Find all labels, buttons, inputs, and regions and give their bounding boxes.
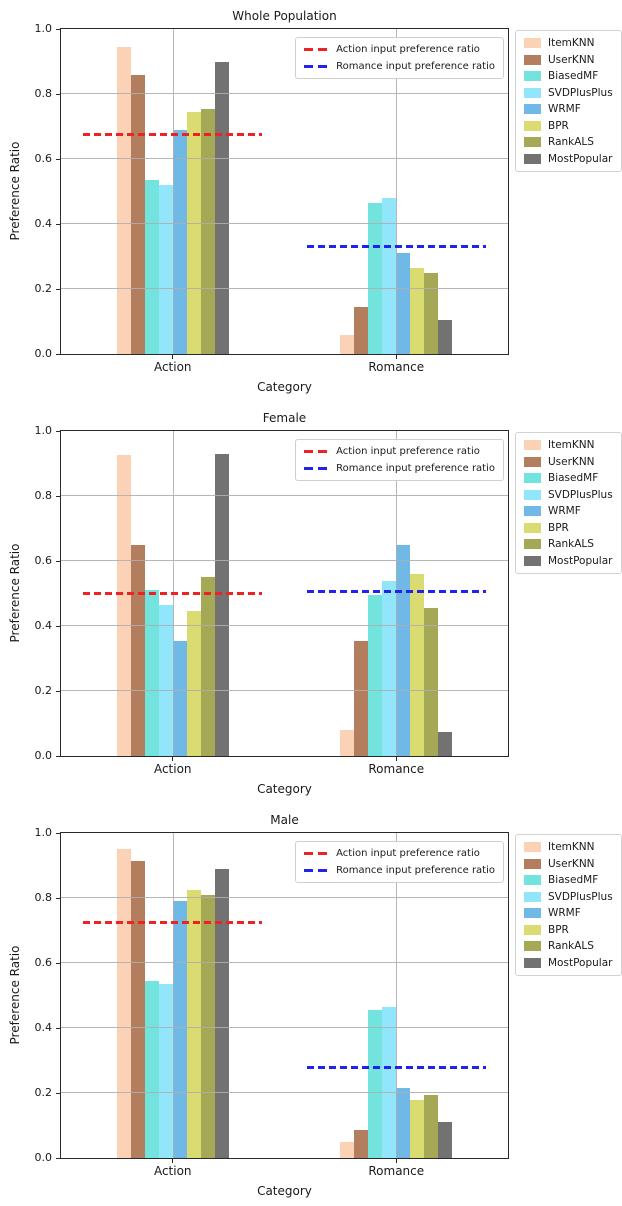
chart-male — [0, 804, 622, 1206]
plot-area — [60, 832, 509, 1159]
wrmf-swatch-icon — [524, 506, 541, 516]
action-ref-line — [83, 133, 262, 136]
x-tick-label: Action — [153, 762, 192, 776]
y-gridline — [61, 158, 508, 159]
x-tick-label: Romance — [368, 762, 425, 776]
chart-female — [0, 402, 622, 804]
y-tick-mark — [56, 29, 60, 30]
bar-bpr-romance — [410, 268, 424, 354]
x-tick-label: Action — [153, 1164, 192, 1178]
y-tick-label: 0.0 — [34, 749, 52, 762]
legend-item — [524, 153, 613, 165]
series-legend — [515, 834, 622, 976]
biasedmf-swatch-icon — [524, 473, 541, 483]
y-gridline — [61, 93, 508, 94]
y-gridline — [61, 1027, 508, 1028]
bar-biasedmf-romance — [368, 595, 382, 756]
legend-item — [524, 54, 613, 66]
legend-item — [304, 61, 495, 72]
y-axis-label: Preference Ratio — [8, 141, 22, 241]
legend-item — [524, 891, 613, 903]
x-gridline — [173, 833, 174, 1158]
y-tick-label: 0.8 — [34, 891, 52, 904]
bar-svdplusplus-action — [159, 605, 173, 756]
y-tick-label: 0.6 — [34, 956, 52, 969]
x-tick-mark — [172, 355, 173, 359]
legend-label: SVDPlusPlus — [548, 890, 613, 903]
legend-item — [524, 874, 613, 886]
bar-userknn-action — [131, 545, 145, 756]
legend-item — [524, 439, 613, 451]
series-legend — [515, 30, 622, 172]
romance-dashed-line-icon — [304, 467, 329, 470]
bar-svdplusplus-romance — [382, 581, 396, 757]
legend-item — [304, 865, 495, 876]
romance-dashed-line-icon — [304, 65, 329, 68]
y-tick-mark — [56, 756, 60, 757]
y-tick-label: 0.6 — [34, 554, 52, 567]
x-axis-label: Category — [257, 1184, 312, 1198]
y-gridline — [61, 625, 508, 626]
romance-ref-line — [307, 245, 486, 248]
y-tick-mark — [56, 626, 60, 627]
bpr-swatch-icon — [524, 121, 541, 131]
legend-item — [304, 44, 495, 55]
y-tick-mark — [56, 561, 60, 562]
legend-label: Action input preference ratio — [336, 44, 480, 55]
bar-bpr-action — [187, 890, 201, 1158]
legend-label: BiasedMF — [548, 874, 599, 886]
legend-item — [524, 136, 613, 148]
bar-rankals-romance — [424, 608, 438, 756]
y-gridline — [61, 962, 508, 963]
action-dashed-line-icon — [304, 450, 329, 453]
legend-label: ItemKNN — [548, 841, 595, 853]
legend-item — [524, 957, 613, 969]
wrmf-swatch-icon — [524, 908, 541, 918]
x-tick-label: Action — [153, 360, 192, 374]
rankals-swatch-icon — [524, 137, 541, 147]
legend-label: BiasedMF — [548, 472, 599, 484]
bar-svdplusplus-action — [159, 984, 173, 1158]
legend-item — [524, 87, 613, 99]
y-tick-mark — [56, 898, 60, 899]
legend-label: WRMF — [548, 907, 581, 919]
legend-item — [524, 505, 613, 517]
bar-userknn-romance — [354, 641, 368, 756]
bar-rankals-action — [201, 577, 215, 756]
bar-userknn-romance — [354, 1130, 368, 1158]
bar-itemknn-romance — [340, 730, 354, 756]
legend-item — [524, 70, 613, 82]
romance-ref-line — [307, 1066, 486, 1069]
svdplusplus-swatch-icon — [524, 88, 541, 98]
svdplusplus-swatch-icon — [524, 892, 541, 902]
bar-itemknn-action — [117, 455, 131, 756]
chart-title: Female — [262, 411, 307, 425]
action-ref-line — [83, 921, 262, 924]
userknn-swatch-icon — [524, 457, 541, 467]
y-tick-mark — [56, 833, 60, 834]
mostpopular-swatch-icon — [524, 556, 541, 566]
bar-wrmf-romance — [396, 253, 410, 354]
bar-wrmf-action — [173, 130, 187, 354]
legend-item — [524, 555, 613, 567]
bar-wrmf-action — [173, 641, 187, 756]
bpr-swatch-icon — [524, 925, 541, 935]
bar-wrmf-romance — [396, 1088, 410, 1158]
y-gridline — [61, 897, 508, 898]
y-tick-mark — [56, 691, 60, 692]
legend-item — [524, 120, 613, 132]
legend-label: RankALS — [548, 136, 594, 148]
y-gridline — [61, 560, 508, 561]
bar-mostpopular-action — [215, 62, 229, 355]
bar-mostpopular-action — [215, 454, 229, 756]
bar-userknn-romance — [354, 307, 368, 354]
legend-item — [524, 522, 613, 534]
bpr-swatch-icon — [524, 523, 541, 533]
legend-item — [524, 472, 613, 484]
bar-mostpopular-romance — [438, 320, 452, 354]
legend-label: MostPopular — [548, 956, 613, 969]
action-dashed-line-icon — [304, 48, 329, 51]
y-tick-label: 0.2 — [34, 684, 52, 697]
bar-svdplusplus-action — [159, 185, 173, 354]
y-gridline — [61, 288, 508, 289]
legend-item — [524, 858, 613, 870]
action-ref-line — [83, 592, 262, 595]
y-tick-label: 0.0 — [34, 1151, 52, 1164]
x-axis-label: Category — [257, 380, 312, 394]
y-tick-mark — [56, 963, 60, 964]
biasedmf-swatch-icon — [524, 875, 541, 885]
bar-biasedmf-romance — [368, 203, 382, 354]
y-tick-label: 1.0 — [34, 424, 52, 437]
bar-itemknn-romance — [340, 1142, 354, 1158]
mostpopular-swatch-icon — [524, 958, 541, 968]
x-tick-mark — [396, 757, 397, 761]
bar-rankals-romance — [424, 1095, 438, 1158]
y-tick-mark — [56, 159, 60, 160]
chart-title: Whole Population — [232, 9, 337, 23]
y-tick-label: 0.2 — [34, 1086, 52, 1099]
y-tick-mark — [56, 1093, 60, 1094]
y-axis-label: Preference Ratio — [8, 945, 22, 1045]
plot-area — [60, 28, 509, 355]
legend-label: SVDPlusPlus — [548, 488, 613, 501]
chart-title: Male — [270, 813, 299, 827]
bar-biasedmf-romance — [368, 1010, 382, 1158]
legend-label: ItemKNN — [548, 439, 595, 451]
y-tick-mark — [56, 431, 60, 432]
y-tick-label: 0.8 — [34, 87, 52, 100]
y-gridline — [61, 495, 508, 496]
y-tick-label: 0.6 — [34, 152, 52, 165]
action-dashed-line-icon — [304, 852, 329, 855]
y-gridline — [61, 223, 508, 224]
legend-label: RankALS — [548, 538, 594, 550]
y-tick-label: 0.2 — [34, 282, 52, 295]
legend-item — [524, 924, 613, 936]
bar-userknn-action — [131, 75, 145, 355]
itemknn-swatch-icon — [524, 38, 541, 48]
y-tick-mark — [56, 94, 60, 95]
bar-biasedmf-action — [145, 180, 159, 354]
legend-label: WRMF — [548, 103, 581, 115]
bar-rankals-action — [201, 109, 215, 354]
y-tick-label: 1.0 — [34, 22, 52, 35]
bar-userknn-action — [131, 861, 145, 1158]
userknn-swatch-icon — [524, 55, 541, 65]
legend-label: MostPopular — [548, 554, 613, 567]
x-tick-mark — [172, 1159, 173, 1163]
romance-dashed-line-icon — [304, 869, 329, 872]
wrmf-swatch-icon — [524, 104, 541, 114]
bar-wrmf-action — [173, 901, 187, 1158]
ref-line-legend — [295, 439, 504, 481]
y-tick-mark — [56, 289, 60, 290]
userknn-swatch-icon — [524, 859, 541, 869]
legend-item — [304, 463, 495, 474]
bar-mostpopular-romance — [438, 1122, 452, 1158]
legend-item — [524, 538, 613, 550]
x-tick-mark — [172, 757, 173, 761]
legend-label: Romance input preference ratio — [336, 865, 495, 876]
y-tick-label: 0.4 — [34, 619, 52, 632]
y-tick-label: 1.0 — [34, 826, 52, 839]
legend-item — [304, 848, 495, 859]
y-gridline — [61, 690, 508, 691]
x-tick-label: Romance — [368, 1164, 425, 1178]
bar-mostpopular-romance — [438, 732, 452, 756]
bar-bpr-romance — [410, 1100, 424, 1159]
plot-area — [60, 430, 509, 757]
romance-ref-line — [307, 590, 486, 593]
itemknn-swatch-icon — [524, 842, 541, 852]
biasedmf-swatch-icon — [524, 71, 541, 81]
ref-line-legend — [295, 841, 504, 883]
legend-item — [524, 841, 613, 853]
x-tick-mark — [396, 1159, 397, 1163]
legend-item — [524, 940, 613, 952]
x-gridline — [173, 29, 174, 354]
y-tick-label: 0.0 — [34, 347, 52, 360]
legend-label: BPR — [548, 521, 569, 534]
legend-label: ItemKNN — [548, 37, 595, 49]
itemknn-swatch-icon — [524, 440, 541, 450]
bar-biasedmf-action — [145, 981, 159, 1158]
mostpopular-swatch-icon — [524, 154, 541, 164]
legend-label: BiasedMF — [548, 70, 599, 82]
y-tick-label: 0.4 — [34, 217, 52, 230]
x-axis-label: Category — [257, 782, 312, 796]
chart-whole-population — [0, 0, 622, 402]
bar-wrmf-romance — [396, 545, 410, 756]
legend-label: Action input preference ratio — [336, 446, 480, 457]
y-tick-mark — [56, 1158, 60, 1159]
legend-label: BPR — [548, 923, 569, 936]
legend-label: UserKNN — [548, 857, 595, 870]
legend-item — [524, 907, 613, 919]
y-tick-label: 0.4 — [34, 1021, 52, 1034]
legend-item — [524, 489, 613, 501]
rankals-swatch-icon — [524, 539, 541, 549]
bar-rankals-romance — [424, 273, 438, 354]
legend-label: MostPopular — [548, 152, 613, 165]
y-axis-label: Preference Ratio — [8, 543, 22, 643]
svdplusplus-swatch-icon — [524, 490, 541, 500]
y-tick-mark — [56, 224, 60, 225]
y-tick-mark — [56, 354, 60, 355]
legend-label: Romance input preference ratio — [336, 463, 495, 474]
x-tick-mark — [396, 355, 397, 359]
legend-label: RankALS — [548, 940, 594, 952]
bar-svdplusplus-romance — [382, 198, 396, 354]
bar-bpr-romance — [410, 574, 424, 756]
bar-bpr-action — [187, 611, 201, 756]
legend-label: Romance input preference ratio — [336, 61, 495, 72]
legend-item — [524, 456, 613, 468]
bar-mostpopular-action — [215, 869, 229, 1158]
bar-bpr-action — [187, 112, 201, 354]
y-tick-label: 0.8 — [34, 489, 52, 502]
legend-label: UserKNN — [548, 53, 595, 66]
legend-label: SVDPlusPlus — [548, 86, 613, 99]
bar-svdplusplus-romance — [382, 1007, 396, 1158]
y-tick-mark — [56, 496, 60, 497]
bar-itemknn-action — [117, 849, 131, 1158]
series-legend — [515, 432, 622, 574]
y-tick-mark — [56, 1028, 60, 1029]
legend-item — [524, 37, 613, 49]
x-tick-label: Romance — [368, 360, 425, 374]
legend-item — [304, 446, 495, 457]
legend-label: Action input preference ratio — [336, 848, 480, 859]
legend-label: WRMF — [548, 505, 581, 517]
rankals-swatch-icon — [524, 941, 541, 951]
ref-line-legend — [295, 37, 504, 79]
legend-label: UserKNN — [548, 455, 595, 468]
bar-itemknn-romance — [340, 335, 354, 355]
y-gridline — [61, 1092, 508, 1093]
legend-label: BPR — [548, 119, 569, 132]
bar-biasedmf-action — [145, 590, 159, 756]
legend-item — [524, 103, 613, 115]
